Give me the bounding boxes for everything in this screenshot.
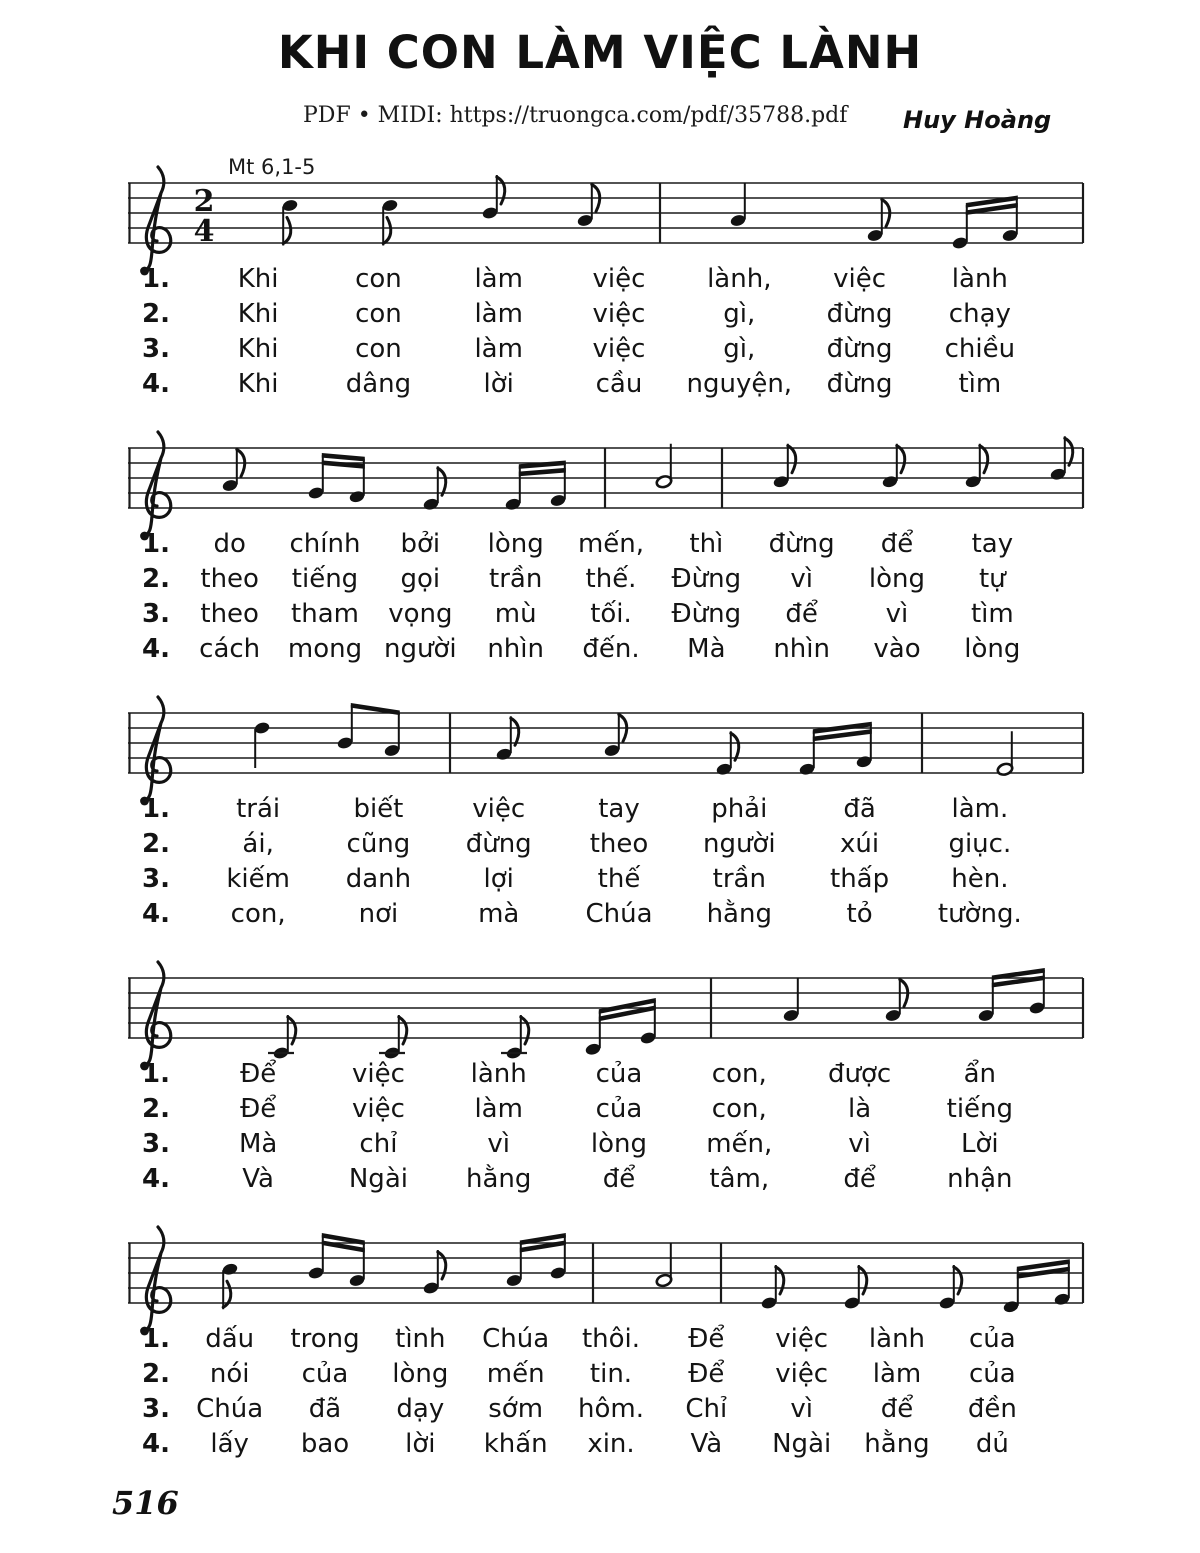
lyric-line [142,526,1040,561]
system-3 [0,691,1200,956]
lyric-word: vì [790,563,813,594]
lyric-word: tình [395,1323,446,1354]
lyric-word: lòng [590,1128,648,1159]
lyric-word: tâm, [709,1163,770,1194]
verse-number: 1. [142,793,170,824]
lyric-word: để [843,1163,876,1194]
lyric-word: đã [308,1393,342,1424]
lyric-word: trong [290,1323,360,1354]
lyric-word: vào [873,633,921,664]
lyric-word: tham [291,598,359,629]
lyric-word: tiếng [946,1093,1014,1124]
verse-number: 4. [142,1163,170,1194]
lyric-word: lành [868,1323,926,1354]
verse-number: 4. [142,633,170,664]
lyric-word: chính [289,528,361,559]
lyric-word: đền [967,1393,1017,1424]
lyric-word: đừng [768,528,835,559]
lyric-word: lành [951,263,1008,294]
verse-number: 3. [142,333,170,364]
lyric-word: do [213,528,246,559]
verse-number: 1. [142,528,170,559]
lyric-word: Ngài [348,1163,408,1194]
lyric-word: Chúa [482,1323,550,1354]
lyric-word: sớm [488,1393,544,1424]
verse-number: 4. [142,898,170,929]
lyric-word: tự [978,563,1006,594]
lyric-word: tỏ [846,898,873,929]
page-title: KHI CON LÀM VIỆC LÀNH [277,26,923,79]
lyric-word: hằng [864,1428,930,1459]
lyric-word: để [785,598,818,629]
lyric-line [142,896,1040,931]
lyric-word: khấn [483,1428,548,1459]
lyric-line [142,261,1040,296]
lyric-word: tay [971,528,1014,559]
svg-text:4: 4 [193,214,215,249]
lyric-line [142,1161,1040,1196]
system-1 [0,161,1200,426]
lyric-word: Để [240,1093,277,1124]
lyric-word: tay [598,793,640,824]
composer-name: Huy Hoàng [903,106,1052,134]
verse-number: 1. [142,263,170,294]
lyric-word: làm [872,1358,922,1389]
lyric-word: hèn. [951,863,1009,894]
lyric-word: theo [200,563,259,594]
lyric-word: tìm [958,368,1002,399]
lyric-word: việc [775,1358,829,1389]
lyric-word: mến, [706,1128,773,1159]
lyric-line [142,861,1040,896]
lyric-word: nhìn [487,633,544,664]
lyric-word: hằng [706,898,772,929]
lyric-word: Đừng [671,563,742,594]
lyric-word: bởi [400,528,441,559]
lyric-word: việc [833,263,887,294]
lyric-word: bao [300,1428,350,1459]
lyric-word: dấu [205,1323,255,1354]
verse-number: 2. [142,563,170,594]
lyric-word: nhìn [773,633,830,664]
verse-number: 3. [142,863,170,894]
lyric-word: Khi [237,368,279,399]
lyric-word: để [880,528,914,559]
lyric-word: cách [199,633,261,664]
lyric-word: con [355,333,402,364]
lyric-word: con [355,263,402,294]
system-2 [0,426,1200,691]
lyric-word: mà [478,898,520,929]
lyric-word: việc [592,298,646,329]
lyric-word: cũng [346,828,411,859]
lyric-word: thấp [830,863,890,894]
lyric-word: mong [287,633,363,664]
lyric-word: để [602,1163,636,1194]
verse-number: 2. [142,298,170,329]
lyric-word: vì [487,1128,511,1159]
lyric-word: con, [711,1058,767,1089]
lyric-word: hằng [466,1163,532,1194]
lyric-line [142,791,1040,826]
lyric-word: con, [711,1093,767,1124]
lyric-word: của [301,1358,349,1389]
lyric-word: thế. [585,563,637,594]
verse-number: 2. [142,828,170,859]
verse-number: 3. [142,598,170,629]
lyric-word: nơi [358,898,399,929]
lyric-word: của [968,1358,1016,1389]
lyric-word: tường. [937,898,1022,929]
lyric-word: đừng [465,828,532,859]
verse-number: 3. [142,1128,170,1159]
lyric-word: việc [351,1058,405,1089]
lyric-word: chỉ [359,1128,398,1159]
lyric-word: lòng [392,1358,449,1389]
lyric-word: việc [351,1093,405,1124]
lyric-word: lợi [483,863,514,894]
lyric-line [142,1321,1040,1356]
lyric-word: Ngài [772,1428,832,1459]
lyric-word: Khi [237,263,279,294]
lyric-word: ái, [242,828,274,859]
lyric-word: đã [843,793,876,824]
lyric-word: chạy [948,298,1011,329]
lyric-word: Chúa [196,1393,264,1424]
lyric-word: việc [472,793,526,824]
lyric-word: mến [486,1358,545,1389]
lyric-word: được [827,1058,892,1089]
lyric-word: Chúa [585,898,653,929]
lyric-word: Và [242,1163,274,1194]
lyric-word: thế [597,863,641,894]
lyric-word: việc [775,1323,829,1354]
lyrics-block-5 [142,1321,1040,1461]
lyric-word: là [847,1093,872,1124]
lyric-word: lành, [707,263,772,294]
lyric-word: lời [405,1428,436,1459]
lyric-line [142,561,1040,596]
lyrics-block-3 [142,791,1040,931]
lyric-word: gì, [723,333,756,364]
lyric-line [142,596,1040,631]
lyric-line [142,1091,1040,1126]
lyric-word: hôm. [578,1393,644,1424]
lyric-word: Để [688,1323,725,1354]
lyric-word: dủ [975,1428,1009,1459]
lyric-word: theo [589,828,649,859]
lyric-word: Chỉ [685,1393,728,1424]
lyric-word: mến, [577,528,645,559]
lyric-word: gọi [400,563,441,594]
lyric-line [142,1391,1040,1426]
lyric-word: ẩn [963,1058,997,1089]
lyric-word: nhận [947,1163,1013,1194]
lyric-word: Đừng [671,598,742,629]
lyrics-block-4 [142,1056,1040,1196]
lyric-word: Khi [237,333,279,364]
lyric-word: Lời [961,1128,999,1159]
lyric-word: xúi [840,828,880,859]
lyric-word: chiều [944,333,1016,364]
lyric-word: danh [345,863,412,894]
lyric-word: trái [236,793,281,824]
lyric-word: cầu [595,368,643,399]
lyric-word: người [702,828,776,859]
system-5 [0,1221,1200,1486]
lyric-word: Khi [237,298,279,329]
lyric-word: phải [711,793,768,824]
lyric-word: thì [689,528,724,559]
lyric-word: lòng [487,528,544,559]
verse-number: 2. [142,1358,170,1389]
lyrics-block-2 [142,526,1040,666]
lyric-word: nói [209,1358,250,1389]
lyric-word: làm. [951,793,1009,824]
lyric-word: Để [240,1058,277,1089]
lyric-word: nguyện, [686,368,793,399]
lyric-word: của [595,1093,643,1124]
lyric-word: làm [474,263,523,294]
lyric-line [142,331,1040,366]
lyric-word: vì [885,598,909,629]
lyric-word: vọng [388,598,453,629]
verse-number: 3. [142,1393,170,1424]
lyric-word: tối. [590,598,632,629]
lyric-word: gì, [723,298,756,329]
lyric-word: lấy [210,1428,249,1459]
lyric-word: dâng [345,368,412,399]
lyric-word: việc [592,333,646,364]
lyric-word: để [880,1393,914,1424]
lyric-word: biết [353,793,404,824]
lyric-line [142,1126,1040,1161]
lyric-line [142,366,1040,401]
lyric-word: lành [470,1058,527,1089]
lyric-word: tin. [589,1358,633,1389]
verse-number: 4. [142,1428,170,1459]
scripture-reference: Mt 6,1-5 [228,155,316,179]
lyric-word: lòng [868,563,926,594]
lyric-word: theo [200,598,259,629]
lyric-word: con, [230,898,286,929]
lyrics-block-1 [142,261,1040,401]
verse-number: 1. [142,1323,170,1354]
lyric-word: làm [474,1093,523,1124]
lyric-word: lời [483,368,514,399]
verse-number: 1. [142,1058,170,1089]
system-4 [0,956,1200,1221]
lyric-word: mù [494,598,537,629]
lyric-word: lòng [964,633,1021,664]
lyric-word: việc [592,263,646,294]
lyric-word: con [355,298,402,329]
lyric-word: Và [690,1428,723,1459]
lyric-word: làm [474,298,523,329]
pdf-midi-link-line: PDF • MIDI: https://truongca.com/pdf/35788.pdf [303,103,848,128]
lyric-word: thôi. [581,1323,641,1354]
lyric-word: kiếm [226,863,290,894]
lyric-word: Mà [687,633,726,664]
lyric-word: dạy [396,1393,445,1424]
lyric-word: trần [489,563,543,594]
lyric-word: người [384,633,457,664]
lyric-line [142,1426,1040,1461]
verse-number: 4. [142,368,170,399]
lyric-line [142,631,1040,666]
lyric-line [142,826,1040,861]
lyric-line [142,1356,1040,1391]
page-number: 516 [112,1484,179,1522]
lyric-word: trần [712,863,766,894]
lyric-word: đừng [826,368,893,399]
lyric-line [142,296,1040,331]
lyric-word: Mà [238,1128,278,1159]
lyric-word: làm [474,333,523,364]
lyric-word: tìm [970,598,1014,629]
lyric-word: đừng [826,298,893,329]
lyric-word: Để [688,1358,725,1389]
verse-number: 2. [142,1093,170,1124]
lyric-word: giục. [948,828,1012,859]
lyric-word: xin. [587,1428,635,1459]
lyric-word: vì [848,1128,871,1159]
lyric-word: đừng [826,333,893,364]
lyric-word: vì [790,1393,813,1424]
lyric-line [142,1056,1040,1091]
lyric-word: tiếng [291,563,359,594]
lyric-word: đến. [582,633,640,664]
svg-text:2: 2 [193,184,215,219]
lyric-word: của [968,1323,1016,1354]
lyric-word: của [595,1058,643,1089]
